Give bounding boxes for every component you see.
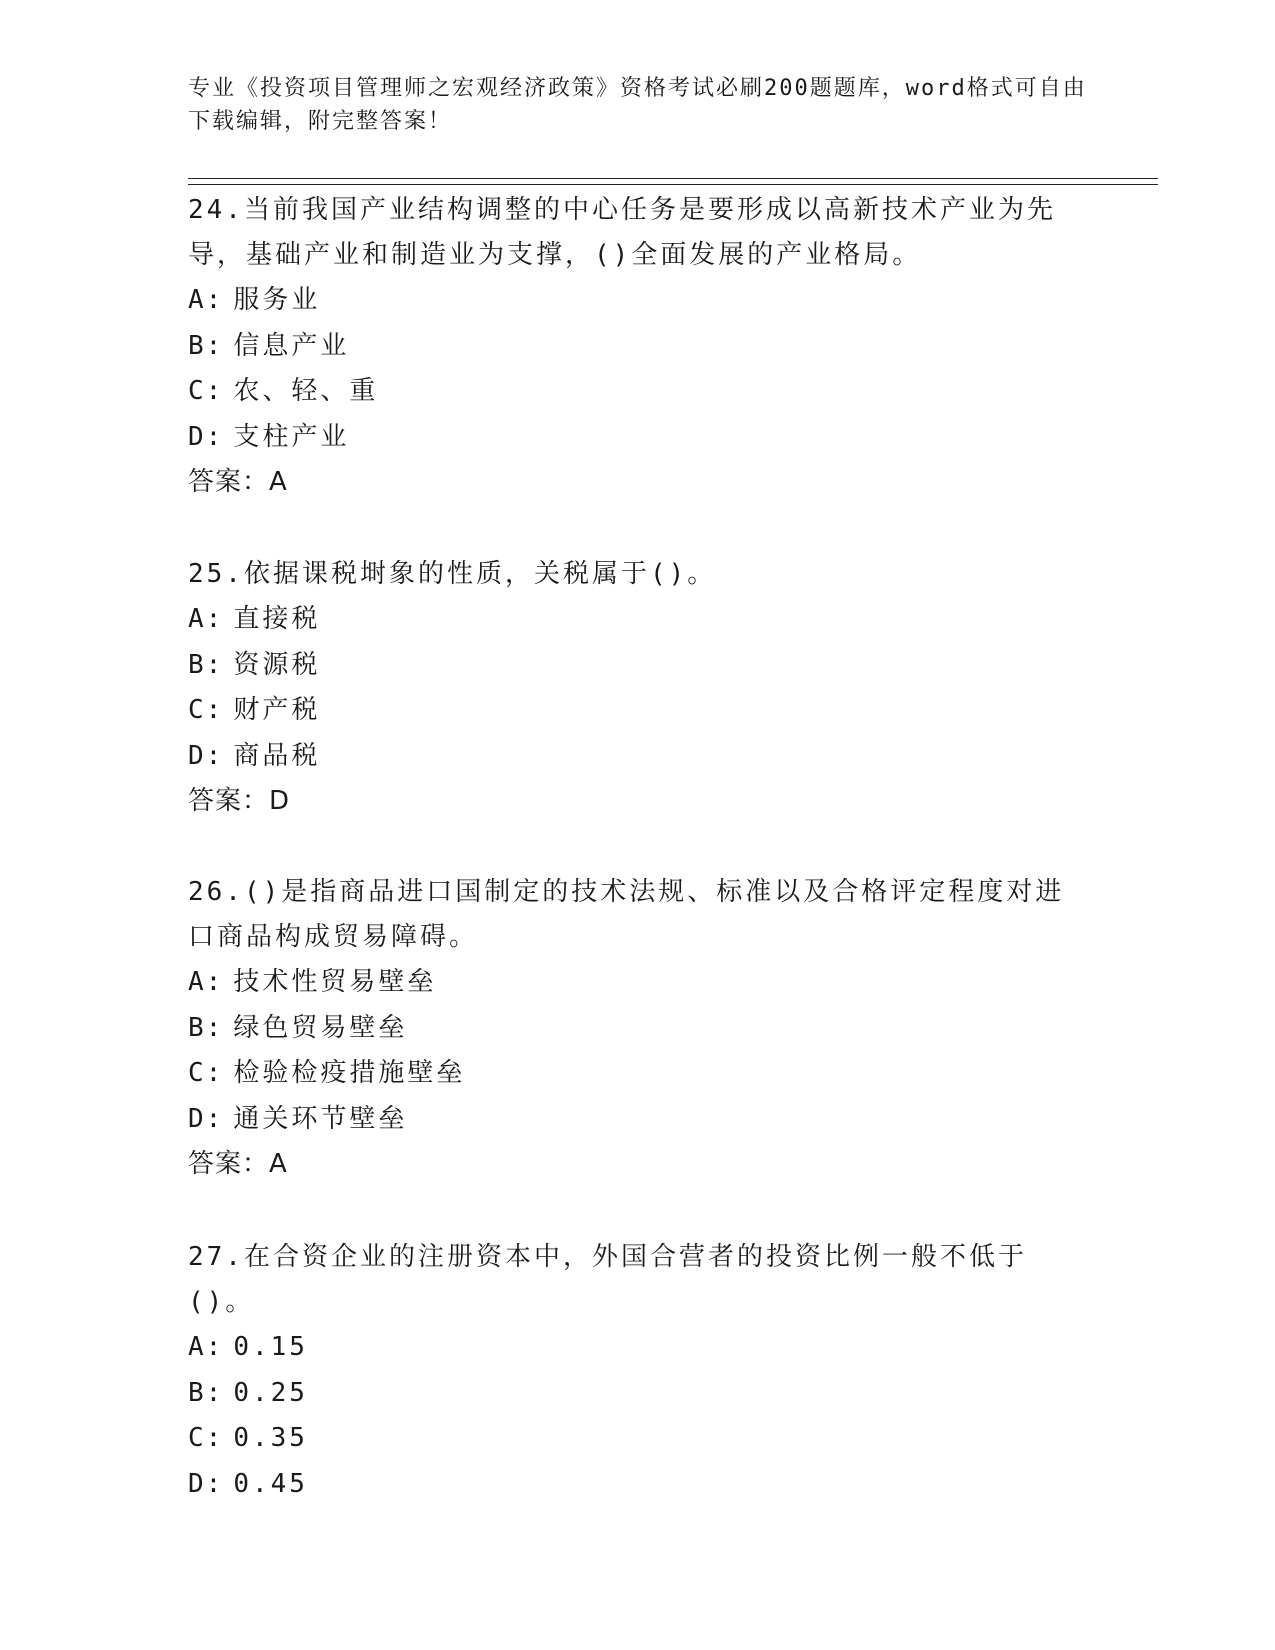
option-label: B: xyxy=(188,649,224,680)
option-text: 绿色贸易壁垒 xyxy=(233,1012,408,1043)
answer-line: 答案：D xyxy=(188,786,291,816)
header-rule-top xyxy=(188,178,1158,179)
option-label: B: xyxy=(188,1012,224,1043)
option-text: 资源税 xyxy=(233,649,321,680)
option-text: 0.45 xyxy=(233,1468,308,1499)
option-label: A: xyxy=(188,285,224,315)
question-stem: 26.()是指商品进口国制定的技术法规、标准以及合格评定程度对进口商品构成贸易障碍。 xyxy=(188,877,1065,952)
option-b xyxy=(188,1006,1088,1052)
option-b xyxy=(188,324,1088,370)
option-label: D: xyxy=(188,740,224,771)
option-text: 财产税 xyxy=(233,695,321,725)
question-27 xyxy=(188,1235,1088,1507)
option-c xyxy=(188,1051,1088,1097)
option-d xyxy=(188,415,1088,461)
option-c xyxy=(188,688,1088,734)
option-label: C: xyxy=(188,1423,224,1453)
option-label: D: xyxy=(188,1103,224,1134)
option-c xyxy=(188,369,1088,415)
option-text: 农、轻、重 xyxy=(233,376,379,406)
document-header: 专业《投资项目管理师之宏观经济政策》资格考试必刷200题题库，word格式可自由下载编辑，附完整答案！ xyxy=(188,76,1087,134)
option-text: 商品税 xyxy=(233,740,321,771)
option-label: C: xyxy=(188,1058,224,1088)
question-stem: 25.依据课税埘象的性质，关税属于()。 xyxy=(188,559,717,589)
header-rule-bottom xyxy=(188,184,1158,185)
option-c xyxy=(188,1416,1088,1462)
question-stem: 27.在合资企业的注册资本中，外国合营者的投资比例一般不低于()。 xyxy=(188,1242,1027,1317)
question-26 xyxy=(188,870,1088,1187)
answer-line: 答案：A xyxy=(188,1149,288,1179)
option-text: 技术性贸易壁垒 xyxy=(233,967,437,997)
option-label: B: xyxy=(188,1377,224,1408)
option-text: 通关环节壁垒 xyxy=(233,1103,408,1134)
option-a xyxy=(188,960,1088,1006)
answer-line: 答案：A xyxy=(188,467,288,497)
option-text: 检验检疫措施壁垒 xyxy=(233,1058,466,1088)
question-24 xyxy=(188,188,1088,505)
option-text: 服务业 xyxy=(233,285,321,315)
option-d xyxy=(188,1462,1088,1508)
option-label: D: xyxy=(188,421,224,452)
option-a xyxy=(188,278,1088,324)
option-a xyxy=(188,597,1088,643)
option-label: D: xyxy=(188,1468,224,1499)
option-text: 0.25 xyxy=(233,1377,308,1408)
option-d xyxy=(188,734,1088,780)
option-label: C: xyxy=(188,376,224,406)
option-label: A: xyxy=(188,604,224,634)
option-text: 0.35 xyxy=(233,1423,308,1453)
option-b xyxy=(188,1371,1088,1417)
option-text: 直接税 xyxy=(233,604,321,634)
option-label: A: xyxy=(188,967,224,997)
option-text: 信息产业 xyxy=(233,330,350,361)
option-label: C: xyxy=(188,695,224,725)
option-d xyxy=(188,1097,1088,1143)
option-a xyxy=(188,1325,1088,1371)
question-stem: 24.当前我国产业结构调整的中心任务是要形成以高新技术产业为先导，基础产业和制造业为支撑，()全面发展的产业格局。 xyxy=(188,195,1056,270)
option-b xyxy=(188,643,1088,689)
question-25 xyxy=(188,552,1088,824)
option-label: B: xyxy=(188,330,224,361)
option-label: A: xyxy=(188,1332,224,1362)
option-text: 支柱产业 xyxy=(233,421,350,452)
option-text: 0.15 xyxy=(233,1332,308,1362)
